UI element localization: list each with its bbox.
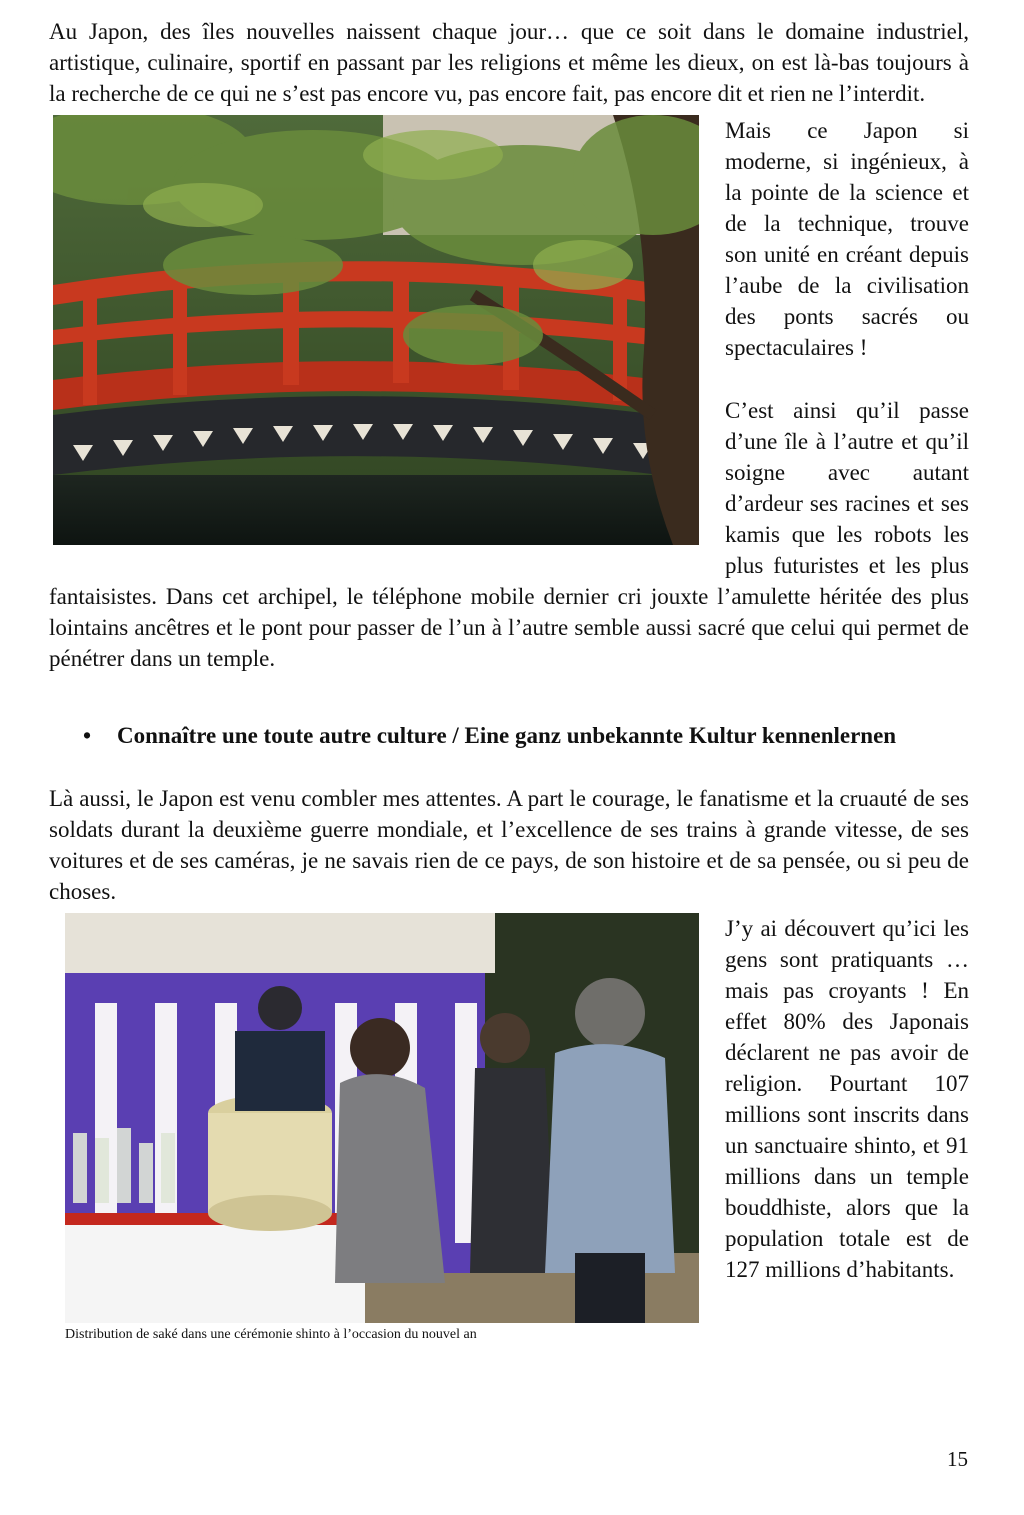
intro-paragraph: Au Japon, des îles nouvelles naissent chaque jour… que ce soit dans le domaine industriel, artistique, culinaire, sportif en passant par les religions et même les dieux, on est là-bas toujours à la recherche de ce qui ne s’est pas encore vu, pas encore fait, pas encore dit et rien ne l’interdit. <box>49 19 969 106</box>
sake-section <box>49 913 969 1349</box>
section-heading: Connaître une toute autre culture / Eine ganz unbekannte Kultur kennenlernen <box>117 723 897 748</box>
bridge-section <box>49 115 969 674</box>
bridge-paragraph: Mais ce Japon si moderne, si ingénieux, à la pointe de la science et de la technique, trouve son unité en créant depuis l’aube de la civilisation des ponts sacrés ou spectaculaires ! <box>725 118 969 360</box>
section-heading-item <box>49 720 969 751</box>
culture-paragraph: Là aussi, le Japon est venu combler mes attentes. A part le courage, le fanatisme et la cruauté de ses soldats durant la deuxième guerre mondiale, et l’excellence de ses trains à grande vitesse, de ses voitures et de ses caméras, je ne savais rien de ce pays, de son histoire et de sa pensée, ou si peu de choses. <box>49 786 969 904</box>
bullet-icon: • <box>83 723 92 748</box>
page-number: 15 <box>947 1447 968 1471</box>
island-paragraph: C’est ainsi qu’il passe d’une île à l’autre et qu’il soigne avec autant d’ardeur ses racines et ses kamis que les robots les plus futuristes et les plus fantaisistes. Dans cet archipel, le téléphone mobile dernier cri jouxte l’amulette héritée des plus lointains ancêtres et le pont pour passer de l’un à l’autre semble aussi sacré que celui qui permet de pénétrer dans un temple. <box>49 398 969 671</box>
religion-paragraph: J’y ai découvert qu’ici les gens sont pratiquants …mais pas croyants ! En effet 80% des Japonais déclarent ne pas avoir de religion. Pourtant 107 millions sont inscrits dans un sanctuaire shinto, et 91 millions dans un temple bouddhiste, alors que la population totale est de 127 millions d’habitants. <box>725 916 969 1282</box>
page-content <box>49 16 969 1349</box>
photo-caption: Distribution de saké dans une cérémonie shinto à l’occasion du nouvel an <box>65 1327 477 1342</box>
sake-photo-figure <box>65 913 705 1343</box>
sake-photo <box>65 913 699 1323</box>
bridge-photo <box>53 115 699 545</box>
